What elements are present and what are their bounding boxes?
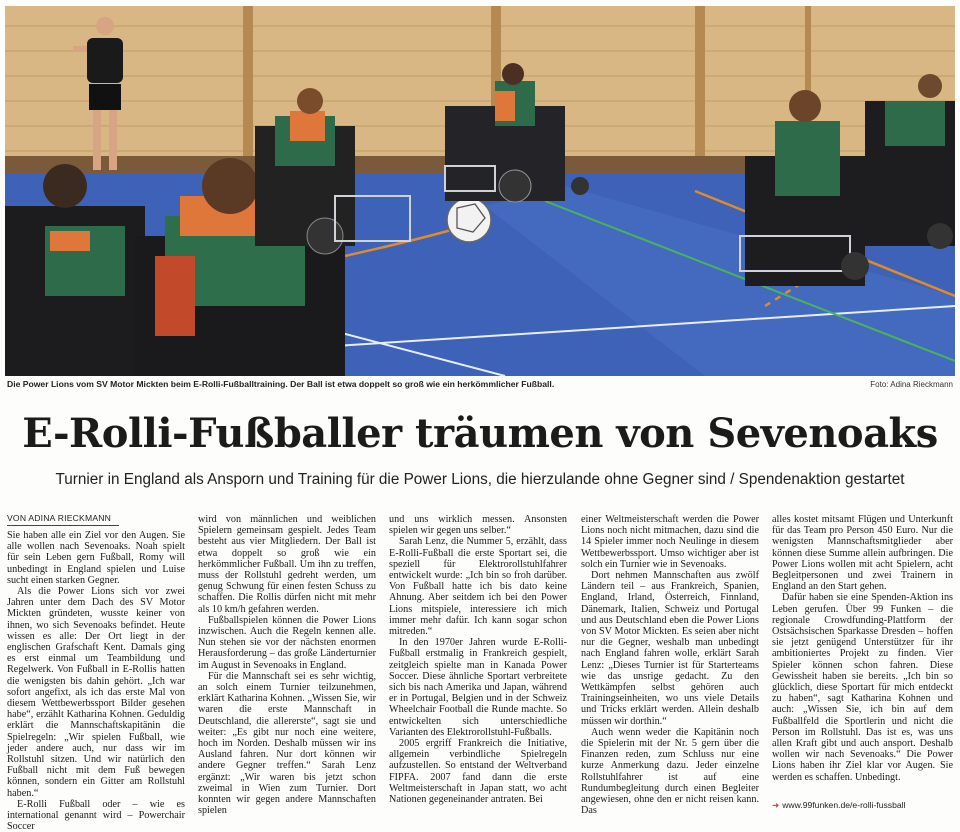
paragraph: alles kostet mitsamt Flügen und Unterkunft für das Team pro Person 450 Euro. Nur die wenigsten Mannschaftsmitglieder aber können diese Summe allein aufbringen. Die Power Lions wollen mit acht Spielern, acht Begleitpersonen und zwei Trainern in England an den Start gehen.: [772, 514, 953, 593]
byline-rule: [7, 525, 119, 526]
donation-link-text[interactable]: www.99funken.de/e-rolli-fussball: [782, 800, 906, 810]
article-column-4: [581, 514, 759, 816]
arrow-icon: ➜: [772, 800, 780, 810]
paragraph: und uns wirklich messen. Ansonsten spielen wir gegen uns selber.“: [389, 514, 567, 537]
paragraph: einer Weltmeisterschaft werden die Power Lions noch nicht mitmachen, dazu sind die 14 Spieler immer noch Neulinge in diesem Wettbewerbssport. Umso wichtiger aber ist solch ein Turnier wie in Sevenoaks.: [581, 514, 759, 570]
article-headline: E-Rolli-Fußballer träumen von Sevenoaks: [22, 410, 938, 457]
paragraph: E-Rolli Fußball oder – wie es international genannt wird – Powerchair Soccer: [7, 798, 185, 832]
article-column-5: [772, 514, 953, 783]
photo-caption: [7, 379, 953, 389]
training-photo-illustration: [5, 6, 955, 376]
article-column-3: [389, 514, 567, 805]
donation-link[interactable]: [772, 800, 905, 811]
paragraph: 2005 ergriff Frankreich die Initiative, allgemein verbindliche Spielregeln aufzustellen. So entstand der Weltverband FIPFA. 2007 fand dann die erste Weltmeisterschaft in Japan statt, wo acht Nationen gegeneinander antraten. Bei: [389, 738, 567, 806]
paragraph: Dort nehmen Mannschaften aus zwölf Ländern teil – aus Frankreich, Spanien, England, Irland, Österreich, Finnland, Dänemark, Italien, Schweiz und Portugal und aus Deutschland eben die Power Lions von SV Motor Mickten. Es seien aber nicht nur die Gegner, weshalb man unbedingt nach England fahren wolle, erklärt Sarah Lenz: „Dieses Turnier ist für Starterteams wie das unsrige gedacht. Zu den Wettkämpfen selbst gehören auch Trainingseinheiten, wo uns viele Details und Tricks erklärt werden. Allein deshalb müssen wir dorthin.“: [581, 570, 759, 727]
paragraph: Auch wenn weder die Kapitänin noch die Spielerin mit der Nr. 5 gern über die Finanzen reden, zum Schluss nur eine kurze Anmerkung dazu. Jeder einzelne Rollstuhlfahrer ist auf eine Rundumbegleitung durch einen Begleiter angewiesen, ohne den er nicht reisen kann. Das: [581, 726, 759, 817]
photo-caption-text: Die Power Lions vom SV Motor Mickten beim E-Rolli-Fußballtraining. Der Ball ist etwa doppelt so groß wie ein herkömmlicher Fußball.: [7, 379, 555, 389]
paragraph: Für die Mannschaft sei es sehr wichtig, an solch einem Turnier teilzunehmen, erklärt Katharina Kohnen. „Wissen Sie, wir waren die erste Mannschaft in Deutschland, die allererste“, sagt sie und weiter: „Es gibt nur noch eine weitere, hoch im Norden. Deshalb müssen wir ins Ausland fahren. Nur dort können wir andere Gegner treffen.“ Sarah Lenz ergänzt: „Wir waren bis jetzt schon zweimal in Wien zum Turnier. Dort konnten wir gegen andere Mannschaften spielen: [198, 670, 376, 817]
photo-credit: Foto: Adina Rieckmann: [870, 380, 953, 389]
article-byline: VON ADINA RIECKMANN: [7, 513, 112, 523]
paragraph: Dafür haben sie eine Spenden-Aktion ins Leben gerufen. Über 99 Funken – die regionale Crowdfunding-Plattform der Ostsächsischen Sparkasse Dresden – hoffen sie jetzt genügend Unterstützer für ihr ambitioniertes Projekt zu finden. Vier Spieler können schon fahren. Diese Gewissheit haben sie bereits. „Ich bin so glücklich, diese Sportart für mich entdeckt zu haben“, sagt Katharina Kohnen und auch: „Wissen Sie, ich bin auf dem Fußballfeld die Sportlerin und nicht die Person im Rollstuhl. Das ist es, was uns allen Kraft gibt und auch ansport. Deshalb wollen wir nach Sevenoaks.“ Die Power Lions haben ihr Ziel klar vor Augen. Sie werden es schaffen. Unbedingt.: [772, 592, 953, 783]
paragraph: Sarah Lenz, die Nummer 5, erzählt, dass E-Rolli-Fußball die erste Sportart sei, die speziell für Elektrorollstuhlfahrer entwickelt wurde: „Ich bin so froh darüber. Von Fußball hatte ich bis dato keine Ahnung. Aber seitdem ich bei den Power Lions mitspiele, interessiere ich mich immer mehr dafür. Ich kann sogar schon mitreden.“: [389, 536, 567, 638]
paragraph: Sie haben alle ein Ziel vor den Augen. Sie alle wollen nach Sevenoaks. Noah spielt für sein Leben gern Fußball, Romy will unbedingt in England spielen und Luise sucht einen starken Gegner.: [7, 530, 185, 586]
article-subhead: Turnier in England als Ansporn und Training für die Power Lions, die hierzulande ohne Gegner sind / Spendenaktion gestartet: [55, 471, 905, 488]
paragraph: Als die Power Lions sich vor zwei Jahren unter dem Dach des SV Motor Mickten gründeten, wusste keiner von ihnen, wo sich Sevenoaks befindet. Heute wissen es alle: Der Ort liegt in der englischen Grafschaft Kent. Damals ging es erst einmal um Teambildung und Regelwerk. Von Fußball in E-Rollis hatten die wenigsten bis dahin gehört. „Ich war sofort angefixt, als ich das erste Mal von diesem Wettbewerbssport Bilder gesehen habe“, erzählt Katharina Kohnen. Geduldig erklärt die Mannschaftskapitänin die Spielregeln: „Wir spielen Fußball, wie jeder andere auch, nur dass wir im Rollstuhl sitzen. Und wir natürlich den Fußball nicht mit dem Fuß bewegen können, sondern ein Gitter am Rollstuhl haben.“: [7, 586, 185, 799]
article-column-1: [7, 530, 185, 832]
paragraph: Fußballspielen können die Power Lions inzwischen. Auch die Regeln kennen alle. Nun stehen sie vor der nächsten enormen Herausforderung – das große Länderturnier im August in Sevenoaks in England.: [198, 614, 376, 671]
article-column-2: [198, 514, 376, 816]
paragraph: In den 1970er Jahren wurde E-Rolli-Fußball erstmalig in Frankreich gespielt, zeitgleich spielte man in Kanada Power Soccer. Diese ähnliche Sportart verbreitete sich bis nach Amerika und Japan, während er in Portugal, Belgien und in der Schweiz Wheelchair Football die Runde machte. So entwickelten sich unterschiedliche Varianten des Elektrorollstuhl-Fußballs.: [389, 637, 567, 738]
paragraph: wird von männlichen und weiblichen Spielern gemeinsam gespielt. Jedes Team besteht aus vier Mitgliedern. Der Ball ist etwa doppelt so groß wie ein herkömmlicher Fußball. Um ihn zu treffen, muss der Rollstuhl gedreht werden, um genug Schwung für einen festen Schuss zu schaffen. Die Rollis dürfen nicht mit mehr als 10 km/h gefahren werden.: [198, 514, 376, 615]
article-photo: [5, 6, 955, 376]
